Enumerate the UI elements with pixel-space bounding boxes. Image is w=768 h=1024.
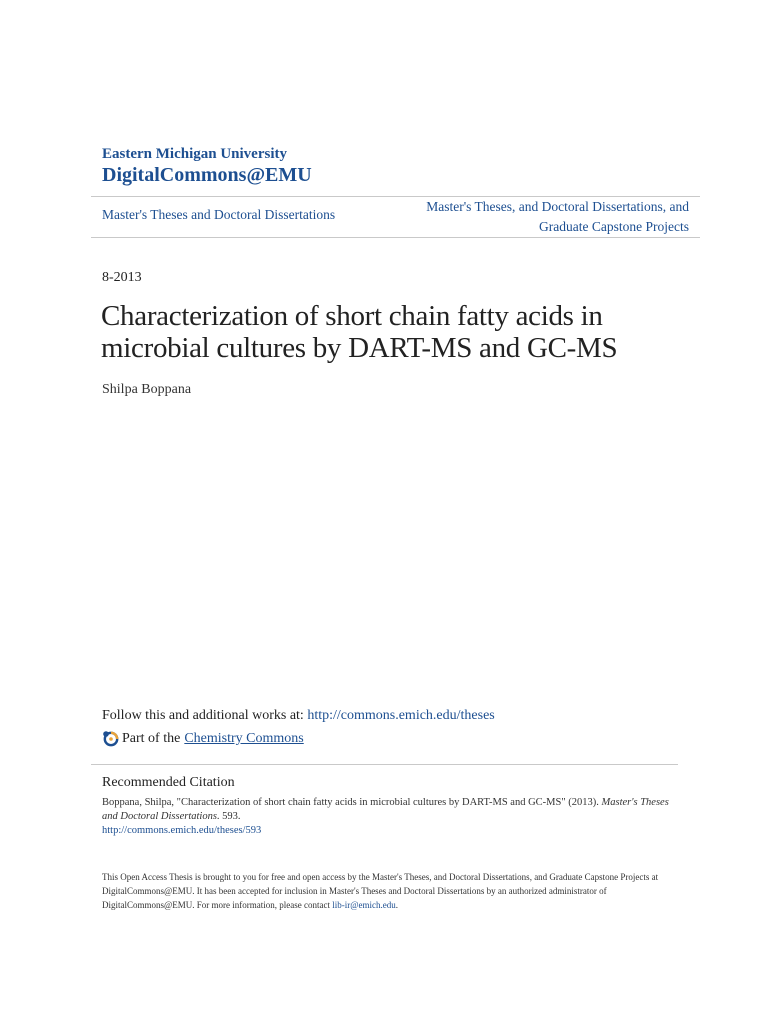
author-name: Shilpa Boppana <box>102 382 192 397</box>
notice-end: . <box>395 900 399 910</box>
citation-rule <box>91 764 678 765</box>
series-right-line2: Graduate Capstone Projects <box>539 218 689 234</box>
part-of-line <box>102 730 304 748</box>
citation-url-link[interactable]: http://commons.emich.edu/theses/593 <box>102 825 262 836</box>
repository-name: DigitalCommons@EMU <box>102 164 312 186</box>
open-access-notice <box>102 870 677 912</box>
title-line-2: microbial cultures by DART-MS and GC-MS <box>101 332 618 364</box>
series-link-left[interactable]: Master's Theses and Doctoral Dissertations <box>102 207 336 222</box>
chemistry-commons-link[interactable]: Chemistry Commons <box>184 731 304 746</box>
network-icon <box>102 730 120 748</box>
theses-link[interactable]: http://commons.emich.edu/theses <box>307 708 495 723</box>
paper-title <box>101 300 661 364</box>
citation-text: Boppana, Shilpa, "Characterization of short chain fatty acids in microbial cultures by DART-MS and GC-MS" (2013). <box>102 797 602 808</box>
publication-date: 8-2013 <box>102 270 142 285</box>
citation-journal: Master's Theses and Doctoral Dissertations <box>102 797 669 822</box>
contact-email-link[interactable]: lib-ir@emich.edu <box>332 900 396 910</box>
citation-body <box>102 796 677 838</box>
follow-text: Follow this and additional works at: <box>102 708 308 723</box>
series-link-right[interactable] <box>389 197 689 236</box>
series-right-line1: Master's Theses, and Doctoral Dissertations, and <box>426 199 689 214</box>
university-name: Eastern Michigan University <box>102 146 287 162</box>
part-of-text: Part of the <box>122 731 181 746</box>
notice-text: This Open Access Thesis is brought to you for free and open access by the Master's Theses, and Doctoral Dissertations, and Graduate Capstone Projects at DigitalCommons@EMU. It has been accepted for inclusion in Master's Theses and Doctoral Dissertations by an authorized administrator of DigitalCommons@EMU. For more information, please contact <box>102 872 659 910</box>
citation-tail: . 593. <box>216 811 241 822</box>
repository-brand[interactable] <box>102 145 312 187</box>
recommended-citation-heading: Recommended Citation <box>102 775 235 790</box>
header-rule-bottom <box>91 237 700 238</box>
title-line-1: Characterization of short chain fatty acids in <box>101 300 603 332</box>
follow-line <box>102 708 495 724</box>
